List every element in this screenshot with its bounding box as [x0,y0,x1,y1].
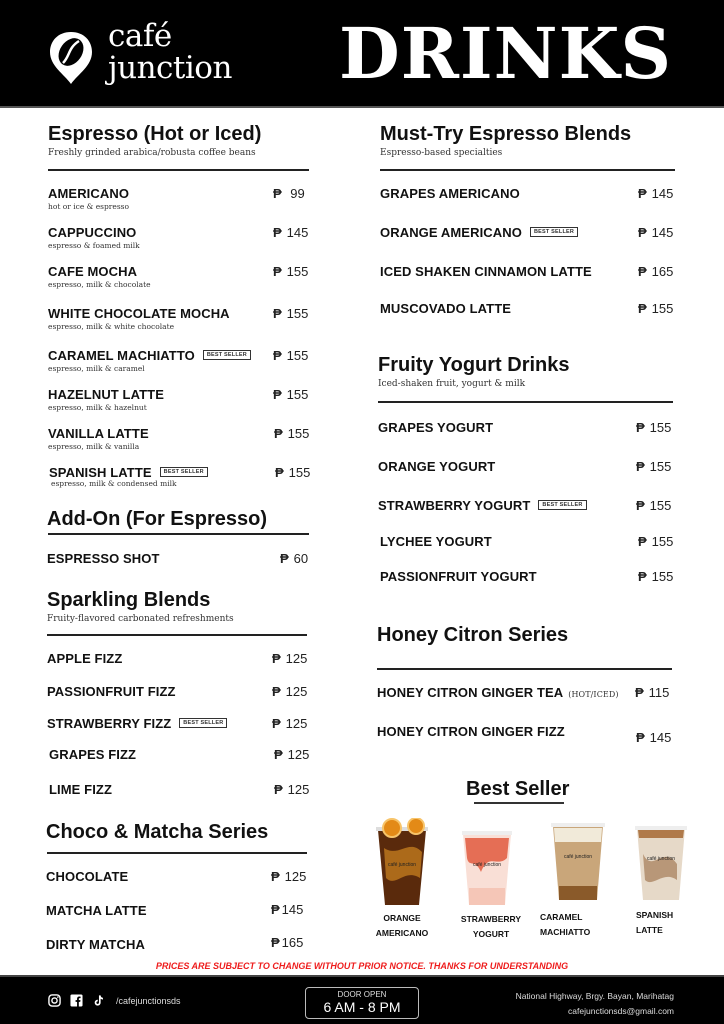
peso-sign: ₱ [271,869,280,884]
menu-item [46,903,147,918]
section-title: Fruity Yogurt Drinks [378,354,570,376]
price-value: 155 [651,534,674,549]
item-name [377,685,619,700]
opening-hours [305,987,419,1019]
peso-sign: ₱ [638,225,647,240]
item-name: HAZELNUT LATTE [48,387,164,402]
menu-item [377,724,565,739]
price-value: 125 [285,716,308,731]
item-price [635,685,669,700]
section-sparkling [47,588,234,624]
strawberry-yogurt-image [459,828,515,908]
price-value: 145 [649,730,672,745]
brand-line-2: junction [108,50,232,86]
price-value: 115 [648,685,670,700]
item-price [273,186,305,201]
section-title: Espresso (Hot or Iced) [48,123,262,145]
address: National Highway, Brgy. Bayan, Marihatag [515,991,674,1001]
svg-text:café junction: café junction [646,856,676,862]
item-name: LIME FIZZ [49,782,112,797]
price-value: 155 [651,301,674,316]
price-notice: PRICES ARE SUBJECT TO CHANGE WITHOUT PRIOR NOTICE. THANKS FOR UNDERSTANDING [155,961,569,971]
price-value: 155 [651,569,674,584]
item-name-text: STRAWBERRY YOGURT [378,498,531,513]
price-value: 155 [286,306,309,321]
item-name [49,465,208,480]
item-desc: espresso, milk & vanilla [48,442,140,451]
item-name: PASSIONFRUIT YOGURT [380,569,537,584]
label-line: ORANGE [383,913,421,923]
menu-item [48,426,149,451]
menu-item [377,685,619,700]
best-seller-label [372,911,432,941]
menu-item [47,716,227,731]
peso-sign: ₱ [636,420,645,435]
section-espresso [48,122,261,158]
peso-sign: ₱ [273,225,282,240]
item-name [378,498,587,513]
peso-sign: ₱ [638,301,647,316]
price-value: 99 [290,186,305,201]
svg-text:café junction: café junction [387,862,417,868]
best-seller-underline [474,802,564,804]
item-price [638,301,673,316]
menu-item [47,684,176,699]
menu-item [380,225,578,240]
label-line: YOGURT [472,929,510,939]
price-value: 145 [651,186,674,201]
brand-line-1: café [108,18,172,54]
item-name-text: STRAWBERRY FIZZ [47,716,172,731]
divider [48,169,309,171]
menu-item [380,186,520,201]
item-name: ORANGE YOGURT [378,459,496,474]
section-yogurt [378,353,570,389]
section-subtitle: Iced-shaken fruit, yogurt & milk [378,379,526,389]
coffee-bean-pin-logo-icon [48,30,94,86]
peso-sign: ₱ [273,306,282,321]
item-name: GRAPES FIZZ [49,747,137,762]
peso-sign: ₱ [274,747,283,762]
peso-sign: ₱ [275,465,284,480]
peso-sign: ₱ [635,685,644,700]
menu-item [380,534,492,549]
item-price [273,264,308,279]
divider [378,401,673,403]
label-line: LATTE [636,925,663,935]
item-desc: espresso, milk & hazelnut [48,403,147,412]
menu-item [47,651,122,666]
header [0,0,724,108]
item-name [380,225,578,240]
menu-item [380,569,537,584]
section-subtitle: Fruity-flavored carbonated refreshments [47,614,234,624]
menu-item [48,348,251,373]
menu-item [380,264,592,279]
item-name-text: CARAMEL MACHIATTO [48,348,195,363]
item-name-text: SPANISH LATTE [49,465,152,480]
item-price [638,225,673,240]
best-seller-label [636,908,686,938]
item-price [272,651,307,666]
item-name-text: HONEY CITRON GINGER TEA [377,685,564,700]
peso-sign: ₱ [636,730,645,745]
section-title: Choco & Matcha Series [46,821,269,843]
hours-value: 6 AM - 8 PM [323,999,401,1015]
section-choco-matcha [46,820,268,844]
item-desc: espresso, milk & white chocolate [48,322,175,331]
item-price [273,348,308,363]
item-name: HONEY CITRON GINGER FIZZ [377,724,565,739]
menu-item [46,937,145,952]
item-note: (HOT/ICED) [568,690,619,699]
menu-item [49,747,136,762]
item-price [636,459,671,474]
item-price [636,498,671,513]
section-title: Add-On (For Espresso) [47,508,268,530]
section-title: Honey Citron Series [377,624,569,646]
peso-sign: ₱ [636,498,645,513]
menu-item [49,465,208,488]
item-price [280,551,308,566]
item-name [47,716,227,731]
section-honey-citron [377,623,568,647]
peso-sign: ₱ [273,186,282,201]
price-value: 60 [293,551,309,566]
item-name: PASSIONFRUIT FIZZ [47,684,176,699]
orange-americano-image [374,818,430,908]
item-price [273,225,308,240]
price-value: 155 [287,426,310,441]
item-name: CAPPUCCINO [48,225,137,240]
email[interactable]: cafejunctionsds@gmail.com [568,1006,674,1016]
menu-item [48,225,140,250]
item-name: VANILLA LATTE [48,426,149,441]
peso-sign: ₱ [274,782,283,797]
price-value: 125 [284,869,307,884]
price-value: 155 [649,498,672,513]
price-value: 145 [651,225,674,240]
item-name [48,348,251,363]
price-value: 155 [649,420,672,435]
label-line: SPANISH [636,910,674,920]
peso-sign: ₱ [636,459,645,474]
peso-sign: ₱ [638,569,647,584]
item-price [272,684,307,699]
divider [380,169,675,171]
social-handle[interactable]: /cafejunctionsds [116,995,181,1006]
item-name: GRAPES AMERICANO [380,186,520,201]
brand-name [108,20,232,84]
menu-item [48,387,164,412]
tiktok-icon[interactable] [92,994,105,1007]
item-price [638,569,673,584]
price-value: 155 [649,459,672,474]
peso-sign: ₱ [272,684,281,699]
item-price [636,420,671,435]
item-name: ESPRESSO SHOT [47,551,160,566]
divider [48,533,309,535]
item-name: CAFE MOCHA [48,264,138,279]
peso-sign: ₱ [638,264,647,279]
item-desc: espresso, milk & condensed milk [51,479,177,488]
price-value: 125 [287,747,310,762]
price-value: 125 [285,651,308,666]
price-value: 155 [286,264,309,279]
peso-sign: ₱ [273,348,282,363]
item-price [638,264,673,279]
price-value: 155 [288,465,311,480]
best-seller-badge: BEST SELLER [160,467,208,477]
menu-item [47,551,160,566]
item-name: LYCHEE YOGURT [380,534,492,549]
hours-label: DOOR OPEN [337,990,387,999]
menu-item [49,782,112,797]
menu-item [48,306,230,331]
menu-item [46,869,128,884]
item-price [272,716,307,731]
item-name: DIRTY MATCHA [46,937,145,952]
section-subtitle: Espresso-based specialties [380,148,503,158]
best-seller-label [540,910,602,940]
best-seller-label [456,912,526,942]
item-name: MUSCOVADO LATTE [380,301,512,316]
item-name: ICED SHAKEN CINNAMON LATTE [380,264,592,279]
item-price [271,902,303,917]
price-value: 165 [281,935,304,950]
divider [47,852,307,854]
spanish-latte-image [633,824,689,904]
section-title: Must-Try Espresso Blends [380,123,632,145]
best-seller-badge: BEST SELLER [538,500,586,510]
item-name-text: ORANGE AMERICANO [380,225,522,240]
peso-sign: ₱ [272,716,281,731]
item-price [274,426,309,441]
menu-item [378,459,495,474]
price-value: 125 [287,782,310,797]
item-name: WHITE CHOCOLATE MOCHA [48,306,230,321]
item-desc: espresso, milk & caramel [48,364,145,373]
menu-item [378,420,493,435]
social-links [48,994,181,1007]
best-seller-badge: BEST SELLER [203,350,251,360]
best-seller-title: Best Seller [466,778,570,800]
item-price [638,186,673,201]
peso-sign: ₱ [274,426,283,441]
peso-sign: ₱ [273,387,282,402]
page-title: DRINKS [339,12,672,95]
item-price [274,782,309,797]
item-name: GRAPES YOGURT [378,420,494,435]
section-subtitle: Freshly grinded arabica/robusta coffee beans [48,148,256,158]
item-price [274,747,309,762]
label-line: STRAWBERRY [460,914,522,924]
price-value: 145 [286,225,309,240]
section-must-try [380,122,631,158]
price-value: 145 [281,902,304,917]
item-name: CHOCOLATE [46,869,129,884]
best-seller-badge: BEST SELLER [179,718,227,728]
price-value: 155 [286,348,309,363]
menu-item [48,264,151,289]
label-line: AMERICANO [375,928,429,938]
item-desc: espresso, milk & chocolate [48,280,151,289]
peso-sign: ₱ [638,534,647,549]
item-name: APPLE FIZZ [47,651,123,666]
peso-sign: ₱ [273,264,282,279]
price-value: 125 [285,684,308,699]
caramel-machiatto-image [549,820,607,906]
item-price [273,306,308,321]
menu-item [378,498,587,513]
section-title: Sparkling Blends [47,589,211,611]
divider [47,634,307,636]
peso-sign: ₱ [280,551,289,566]
item-name: AMERICANO [48,186,130,201]
facebook-icon[interactable] [70,994,83,1007]
best-seller-badge: BEST SELLER [530,227,578,237]
item-price [273,387,308,402]
item-price [271,869,306,884]
peso-sign: ₱ [638,186,647,201]
item-desc: espresso & foamed milk [48,241,140,250]
menu-item [48,186,129,211]
instagram-icon[interactable] [48,994,61,1007]
contact-info [516,989,674,1019]
item-name: MATCHA LATTE [46,903,147,918]
svg-text:café junction: café junction [472,862,502,868]
divider [377,668,672,670]
item-price [636,730,671,745]
item-price [275,465,310,480]
label-line: CARAMEL [540,912,583,922]
label-line: MACHIATTO [540,927,591,937]
price-value: 155 [286,387,309,402]
peso-sign: ₱ [272,651,281,666]
menu-item [380,301,511,316]
section-addon [47,507,267,531]
peso-sign: ₱ [271,902,280,917]
item-desc: hot or ice & espresso [48,202,130,211]
price-value: 165 [651,264,674,279]
item-price [271,935,303,950]
svg-text:café junction: café junction [563,854,593,860]
peso-sign: ₱ [271,935,280,950]
item-price [638,534,673,549]
footer [0,975,724,1024]
